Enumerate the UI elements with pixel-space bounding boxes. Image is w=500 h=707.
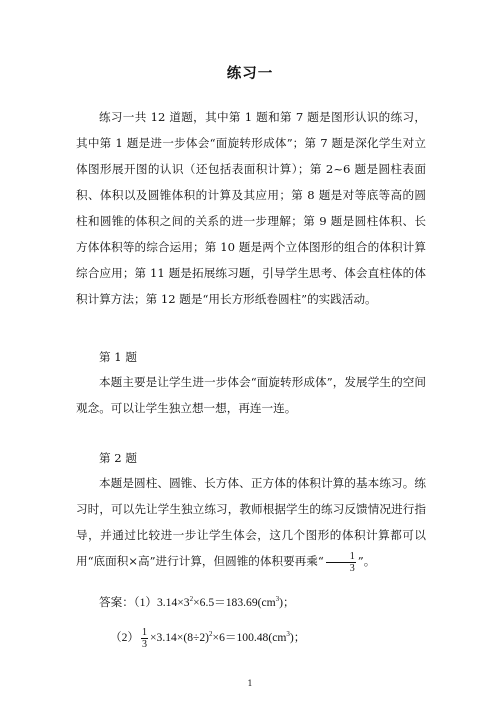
answer-2-expr-c: )； — [289, 631, 306, 645]
q1-heading: 第 1 题 — [99, 350, 137, 364]
answer-line-2 — [110, 627, 305, 650]
page-title: 练习一 — [226, 65, 274, 82]
answer-1-expr-a: 3.14×3 — [156, 596, 190, 609]
answer-2-unit-exponent: 3 — [286, 630, 290, 639]
q2-heading: 第 2 题 — [99, 451, 137, 465]
answer-2-fraction — [141, 627, 148, 650]
answer-2-expr-b: ×6＝100.48(cm — [212, 631, 287, 645]
one-third-fraction — [326, 551, 356, 574]
answer-2-prefix: （2） — [110, 631, 139, 645]
answer-line-1 — [99, 594, 295, 610]
answer-1-expr-b: ×6.5＝183.69(cm — [193, 596, 276, 609]
answer-2-fraction-denominator: 3 — [142, 639, 147, 650]
answer-1-expr-c: )； — [279, 596, 295, 609]
fraction-denominator: 3 — [349, 562, 355, 574]
fraction-numerator: 1 — [326, 551, 356, 563]
q2-text-after: ”。 — [357, 554, 376, 568]
answer-label: 答案： — [99, 596, 134, 609]
page-number: 1 — [247, 679, 253, 688]
answer-2-expr-a: ×3.14×(8÷2) — [150, 631, 210, 645]
q2-text-before: 本题是圆柱、圆锥、长方体、正方体的体积计算的基本练习。练习时，可以先让学生独立练习，教师根据学生的练习反馈情况进行指导，并通过比较进一步让学生体会，这几个图形的体积计算都可以用“底面积×高”进行计算，但圆锥的体积要再乘“ — [76, 476, 426, 568]
q2-paragraph — [76, 470, 426, 574]
q1-paragraph: 本题主要是让学生进一步体会“面旋转形成体”，发展学生的空间观念。可以让学生独立想一想，再连一连。 — [76, 375, 426, 415]
answer-1-prefix: （1） — [133, 596, 157, 609]
answer-1-exponent: 2 — [189, 595, 194, 603]
intro-paragraph: 练习一共 12 道题，其中第 1 题和第 7 题是图形认识的练习，其中第 1 题是进一步体会“面旋转形成体”；第 7 题是深化学生对立体图形展开图的认识（还包括表面积计算）；第 2~6 题是圆柱表面积、体积以及圆锥体积的计算及其应用；第 8 题是对等底等高的圆柱和圆锥的体积之间的关系的进一步理解；第 9 题是圆柱体积、长方体体积等的综合运用；第 10 题是两个立体图形的组合的体积计算综合应用；第 11 题是拓展练习题，引导学生思考、体会直柱体的体积计算方法；第 12 题是“用长方形纸卷圆柱”的实践活动。 — [76, 110, 426, 306]
answer-2-fraction-numerator: 1 — [142, 627, 147, 638]
answer-2-exponent: 2 — [209, 630, 213, 639]
answer-1-unit-exponent: 3 — [275, 595, 280, 603]
